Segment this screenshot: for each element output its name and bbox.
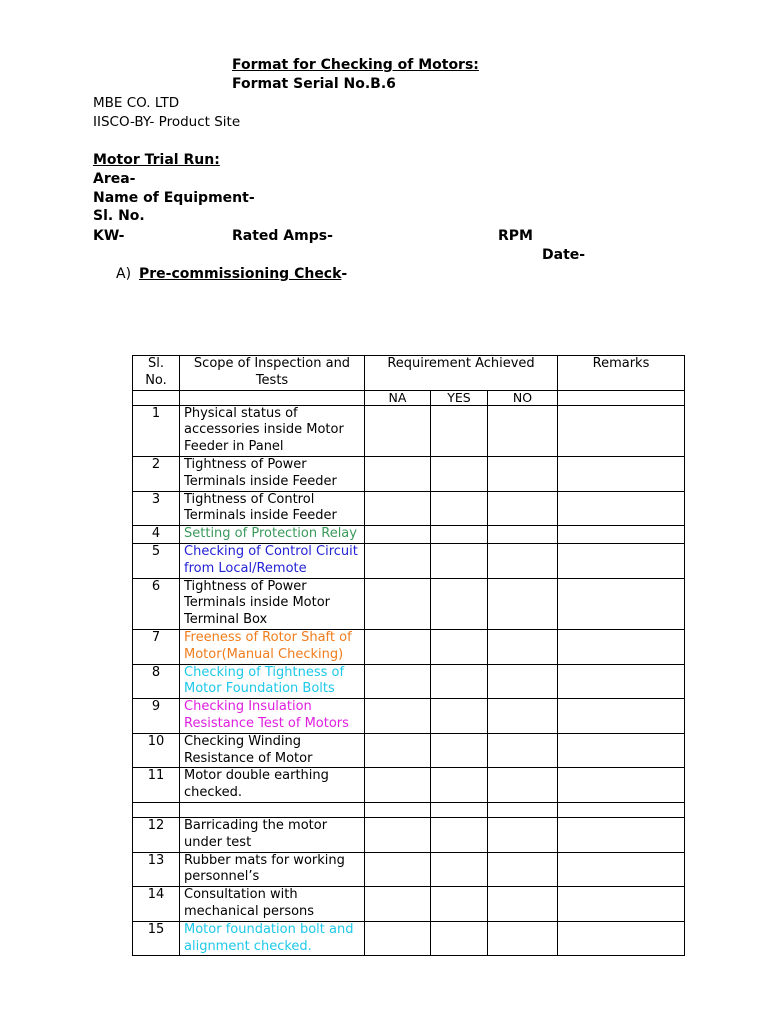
cell-remarks <box>558 491 685 526</box>
row-number: 7 <box>133 629 180 664</box>
cell-na <box>365 817 431 852</box>
cell-yes <box>431 491 488 526</box>
cell-yes <box>431 852 488 887</box>
cell-na <box>365 664 431 699</box>
header-scope: Scope of Inspection and Tests <box>180 356 365 391</box>
table-row <box>133 578 685 629</box>
row-scope: Motor double earthing checked. <box>180 768 365 803</box>
cell-yes <box>431 543 488 578</box>
cell-na <box>365 456 431 491</box>
cell-na <box>365 543 431 578</box>
row-scope: Tightness of Power Terminals inside Feeder <box>180 456 365 491</box>
subheader-na: NA <box>365 390 431 405</box>
section-heading <box>139 266 347 282</box>
cell-remarks <box>558 405 685 456</box>
cell-yes <box>431 456 488 491</box>
cell-remarks <box>558 887 685 922</box>
row-scope: Tightness of Control Terminals inside Feeder <box>180 491 365 526</box>
cell-yes <box>431 817 488 852</box>
cell-remarks <box>558 921 685 956</box>
cell-yes <box>431 887 488 922</box>
cell-na <box>365 768 431 803</box>
format-serial: Format Serial No.B.6 <box>232 76 396 92</box>
subheader-blank-remarks <box>558 390 685 405</box>
cell-remarks <box>558 817 685 852</box>
row-scope: Rubber mats for working personnel’s <box>180 852 365 887</box>
cell-no <box>488 699 558 734</box>
table-row <box>133 491 685 526</box>
cell-no <box>488 921 558 956</box>
rated-amps-label: Rated Amps- <box>232 228 333 244</box>
table-row <box>133 543 685 578</box>
cell-remarks <box>558 629 685 664</box>
spacer-cell <box>431 802 488 817</box>
equipment-label: Name of Equipment- <box>93 190 255 206</box>
cell-yes <box>431 629 488 664</box>
cell-no <box>488 456 558 491</box>
cell-na <box>365 526 431 544</box>
spacer-cell <box>133 802 180 817</box>
cell-no <box>488 491 558 526</box>
row-scope: Checking of Tightness of Motor Foundation Bolts <box>180 664 365 699</box>
table-row <box>133 733 685 768</box>
table-row <box>133 405 685 456</box>
table-row <box>133 526 685 544</box>
serial-number-label: Sl. No. <box>93 208 145 224</box>
cell-yes <box>431 405 488 456</box>
table-header-row <box>133 356 685 391</box>
area-label: Area- <box>93 171 136 187</box>
row-scope: Motor foundation bolt and alignment checked. <box>180 921 365 956</box>
cell-no <box>488 733 558 768</box>
row-number: 14 <box>133 887 180 922</box>
cell-na <box>365 733 431 768</box>
cell-remarks <box>558 456 685 491</box>
row-scope: Freeness of Rotor Shaft of Motor(Manual Checking) <box>180 629 365 664</box>
row-number: 2 <box>133 456 180 491</box>
cell-no <box>488 405 558 456</box>
row-number: 4 <box>133 526 180 544</box>
row-number: 10 <box>133 733 180 768</box>
cell-no <box>488 852 558 887</box>
cell-remarks <box>558 664 685 699</box>
section-suffix: - <box>341 266 348 282</box>
table-row <box>133 456 685 491</box>
row-scope: Checking Insulation Resistance Test of Motors <box>180 699 365 734</box>
spacer-row <box>133 802 685 817</box>
kw-label: KW- <box>93 228 125 244</box>
subheader-yes: YES <box>431 390 488 405</box>
row-scope: Checking Winding Resistance of Motor <box>180 733 365 768</box>
date-label: Date- <box>542 247 586 263</box>
subheader-no: NO <box>488 390 558 405</box>
cell-remarks <box>558 526 685 544</box>
row-number: 11 <box>133 768 180 803</box>
trial-heading: Motor Trial Run: <box>93 152 220 168</box>
spacer-cell <box>180 802 365 817</box>
header-sl-line2: No. <box>145 372 167 388</box>
section-marker: A) <box>116 266 132 282</box>
section-title: Pre-commissioning Check <box>139 266 342 282</box>
cell-no <box>488 887 558 922</box>
cell-na <box>365 887 431 922</box>
cell-no <box>488 664 558 699</box>
cell-yes <box>431 664 488 699</box>
row-number: 5 <box>133 543 180 578</box>
spacer-cell <box>558 802 685 817</box>
cell-na <box>365 578 431 629</box>
inspection-table <box>132 355 685 956</box>
table-row <box>133 921 685 956</box>
inspection-table-body <box>133 356 685 956</box>
row-scope: Consultation with mechanical persons <box>180 887 365 922</box>
company-name: MBE CO. LTD <box>93 95 180 111</box>
cell-no <box>488 768 558 803</box>
cell-remarks <box>558 578 685 629</box>
row-scope: Tightness of Power Terminals inside Motor Terminal Box <box>180 578 365 629</box>
cell-remarks <box>558 852 685 887</box>
table-row <box>133 887 685 922</box>
subheader-blank-sl <box>133 390 180 405</box>
cell-na <box>365 491 431 526</box>
row-scope: Setting of Protection Relay <box>180 526 365 544</box>
cell-na <box>365 852 431 887</box>
cell-yes <box>431 526 488 544</box>
row-number: 1 <box>133 405 180 456</box>
row-scope: Barricading the motor under test <box>180 817 365 852</box>
spacer-cell <box>488 802 558 817</box>
cell-na <box>365 629 431 664</box>
table-row <box>133 768 685 803</box>
header-requirement: Requirement Achieved <box>365 356 558 391</box>
row-scope: Checking of Control Circuit from Local/Remote <box>180 543 365 578</box>
row-number: 6 <box>133 578 180 629</box>
cell-yes <box>431 921 488 956</box>
table-row <box>133 699 685 734</box>
row-number: 9 <box>133 699 180 734</box>
header-remarks: Remarks <box>558 356 685 391</box>
row-number: 3 <box>133 491 180 526</box>
cell-yes <box>431 699 488 734</box>
cell-remarks <box>558 543 685 578</box>
cell-no <box>488 817 558 852</box>
table-row <box>133 817 685 852</box>
row-scope: Physical status of accessories inside Motor Feeder in Panel <box>180 405 365 456</box>
rpm-label: RPM <box>498 228 533 244</box>
cell-no <box>488 543 558 578</box>
cell-remarks <box>558 733 685 768</box>
cell-no <box>488 526 558 544</box>
spacer-cell <box>365 802 431 817</box>
subheader-blank-scope <box>180 390 365 405</box>
cell-remarks <box>558 699 685 734</box>
header-sl-line1: Sl. <box>148 356 164 371</box>
cell-no <box>488 578 558 629</box>
cell-no <box>488 629 558 664</box>
table-row <box>133 852 685 887</box>
cell-yes <box>431 768 488 803</box>
row-number: 8 <box>133 664 180 699</box>
cell-yes <box>431 733 488 768</box>
cell-remarks <box>558 768 685 803</box>
row-number: 12 <box>133 817 180 852</box>
cell-yes <box>431 578 488 629</box>
table-row <box>133 664 685 699</box>
table-subheader-row <box>133 390 685 405</box>
cell-na <box>365 921 431 956</box>
row-number: 15 <box>133 921 180 956</box>
site-name: IISCO-BY- Product Site <box>93 114 241 130</box>
header-sl-no <box>133 356 180 391</box>
table-row <box>133 629 685 664</box>
row-number: 13 <box>133 852 180 887</box>
cell-na <box>365 699 431 734</box>
cell-na <box>365 405 431 456</box>
document-title: Format for Checking of Motors: <box>232 57 479 73</box>
